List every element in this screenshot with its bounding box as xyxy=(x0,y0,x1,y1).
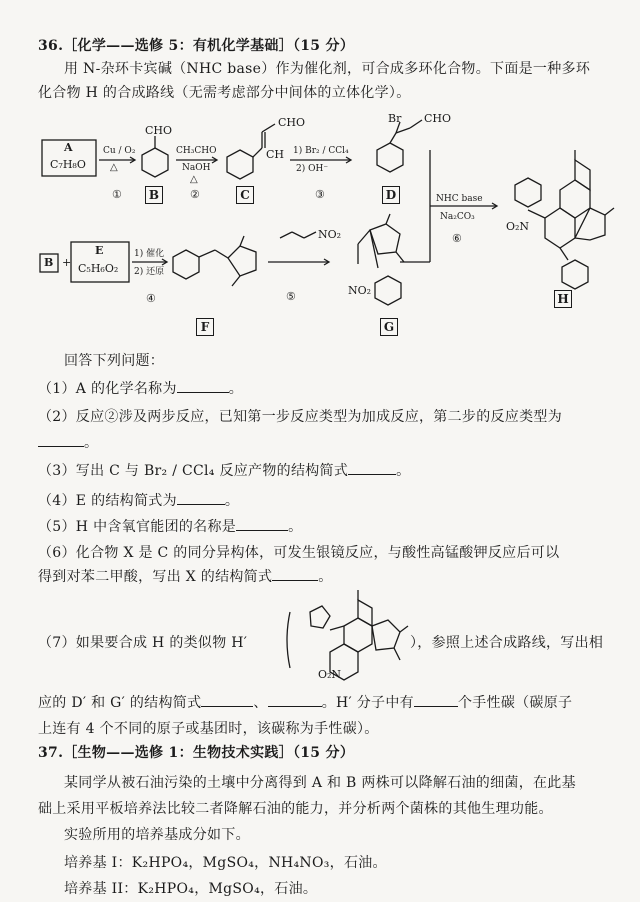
r3-reagent: 1) Br₂ / CCl₄ xyxy=(293,146,349,156)
r5-number: ⑤ xyxy=(286,290,296,303)
cyclopentane-ring-f xyxy=(228,246,256,276)
benzene-ring-c xyxy=(227,150,253,179)
answer-prompt: 回答下列问题： xyxy=(64,353,165,369)
q7-text-a: （7）如果要合成 H 的类似物 H′ xyxy=(38,635,248,651)
ring-h-lower xyxy=(545,208,575,248)
q7-d-prime-blank[interactable] xyxy=(201,694,253,707)
q2-text: （2）反应②涉及两步反应，已知第一步反应类型为加成反应，第二步的反应类型为 xyxy=(38,409,563,425)
q36-intro-line2: 化合物 H 的合成路线（无需考虑部分中间体的立体化学）。 xyxy=(38,85,411,101)
q5-answer-blank[interactable] xyxy=(236,518,288,531)
q37-para1-line1: 某同学从被石油污染的土壤中分离得到 A 和 B 两株可以降解石油的细菌，在此基 xyxy=(64,775,576,791)
b-cho: CHO xyxy=(145,124,173,137)
r4-step2: 2) 还原 xyxy=(134,267,165,277)
q36-part6-line2: 得到对苯二甲酸，写出 X 的结构简式 。 xyxy=(38,569,333,585)
q2-line2: 。 xyxy=(38,432,98,452)
r6-catalyst: NHC base xyxy=(436,194,483,204)
q37-para1-line2: 础上采用平板培养法比较二者降解石油的能力，并分析两个菌株的其他生理功能。 xyxy=(38,801,553,817)
a-formula: C₇H₈O xyxy=(50,158,86,171)
q3-text: （3）写出 C 与 Br₂ / CCl₄ 反应产物的结构简式 xyxy=(38,463,349,479)
q37-para2: 实验所用的培养基成分如下。 xyxy=(64,827,250,843)
q36-intro-line1: 用 N-杂环卡宾碱（NHC base）作为催化剂，可合成多环化合物。下面是一种多环 xyxy=(64,61,591,77)
label-g: G xyxy=(380,318,398,336)
q4-answer-blank[interactable] xyxy=(177,492,225,505)
h-nitro: O₂N xyxy=(506,220,530,233)
benzene-ring-b xyxy=(142,148,168,177)
r2-reagent: CH₃CHO xyxy=(176,146,217,156)
q36-part3: （3）写出 C 与 Br₂ / CCl₄ 反应产物的结构简式 。 xyxy=(38,463,411,479)
label-d: D xyxy=(382,186,400,204)
label-f: F xyxy=(196,318,214,336)
c-cho: CHO xyxy=(278,116,306,129)
q37-header: 37.［生物——选修 1：生物技术实践］（15 分） xyxy=(38,745,355,761)
r6-base: Na₂CO₃ xyxy=(440,212,475,222)
q1-answer-blank[interactable] xyxy=(177,380,229,393)
label-b: B xyxy=(145,186,163,204)
q36-part7-line2: 应的 D′ 和 G′ 的结构简式 、 。H′ 分子中有 个手性碳（碳原子 xyxy=(38,695,573,711)
plus-sign: + xyxy=(62,256,72,269)
label-h: H xyxy=(554,290,572,308)
q36-part4: （4）E 的结构简式为 。 xyxy=(38,493,240,509)
d-cho: CHO xyxy=(424,112,452,125)
q4-text: （4）E 的结构简式为 xyxy=(38,493,177,509)
q6-answer-blank[interactable] xyxy=(272,568,318,581)
r2-heat: △ xyxy=(190,174,198,185)
q2-answer-blank[interactable] xyxy=(38,434,84,447)
r4-number: ④ xyxy=(146,292,156,305)
r1-heat: △ xyxy=(110,162,118,173)
e-label: E xyxy=(95,244,104,257)
a-label: A xyxy=(64,141,73,154)
g-nitro: NO₂ xyxy=(348,284,372,297)
r1-reagent: Cu / O₂ xyxy=(103,146,136,156)
q5-text: （5）H 中含氧官能团的名称是 xyxy=(38,519,237,535)
q36-header: 36.［化学——选修 5：有机化学基础］（15 分） xyxy=(38,38,355,54)
q36-part1: （1）A 的化学名称为 。 xyxy=(38,381,244,397)
c-ch: CH xyxy=(266,148,285,161)
q6-text-2: 得到对苯二甲酸，写出 X 的结构简式 xyxy=(38,569,273,585)
r3-base: 2) OH⁻ xyxy=(296,164,329,174)
medium-1: 培养基 I：K₂HPO₄，MgSO₄，NH₄NO₃，石油。 xyxy=(64,855,387,871)
benzene-ring-d xyxy=(377,143,403,172)
q7-text-b: ），参照上述合成路线，写出相 xyxy=(410,635,604,651)
label-c: C xyxy=(236,186,254,204)
r6-number: ⑥ xyxy=(452,232,462,245)
benzene-ring-h-bottom xyxy=(562,260,588,289)
r1-number: ① xyxy=(112,188,122,201)
benzene-ring-f xyxy=(173,250,199,279)
benzene-ring-g xyxy=(375,276,401,305)
q7-chiral-count-blank[interactable] xyxy=(414,694,458,707)
q7-text-3: 上连有 4 个不同的原子或基团时，该碳称为手性碳）。 xyxy=(38,721,379,737)
r3-number: ③ xyxy=(315,188,325,201)
r2-number: ② xyxy=(190,188,200,201)
q7-g-prime-blank[interactable] xyxy=(268,694,322,707)
q7-text-2a: 应的 D′ 和 G′ 的结构简式 xyxy=(38,695,202,711)
q36-part5: （5）H 中含氧官能团的名称是 。 xyxy=(38,519,303,535)
q1-text: （1）A 的化学名称为 xyxy=(38,381,177,397)
medium-2: 培养基 II：K₂HPO₄，MgSO₄，石油。 xyxy=(64,881,318,897)
b-label-2: B xyxy=(44,256,54,269)
r2-base: NaOH xyxy=(182,163,211,173)
ring-h-core xyxy=(560,180,590,218)
furan-ring xyxy=(310,606,330,628)
d-br: Br xyxy=(388,112,402,125)
q7-nitro: O₂N xyxy=(318,668,342,681)
benzene-ring-h-top xyxy=(515,178,541,207)
q3-answer-blank[interactable] xyxy=(348,462,396,475)
r5-nitro: NO₂ xyxy=(318,228,342,241)
q6-text: （6）化合物 X 是 C 的同分异构体，可发生银镜反应，与酸性高锰酸钾反应后可以 xyxy=(38,545,560,561)
e-formula: C₅H₆O₂ xyxy=(78,262,119,275)
r4-step1: 1) 催化 xyxy=(134,249,165,259)
